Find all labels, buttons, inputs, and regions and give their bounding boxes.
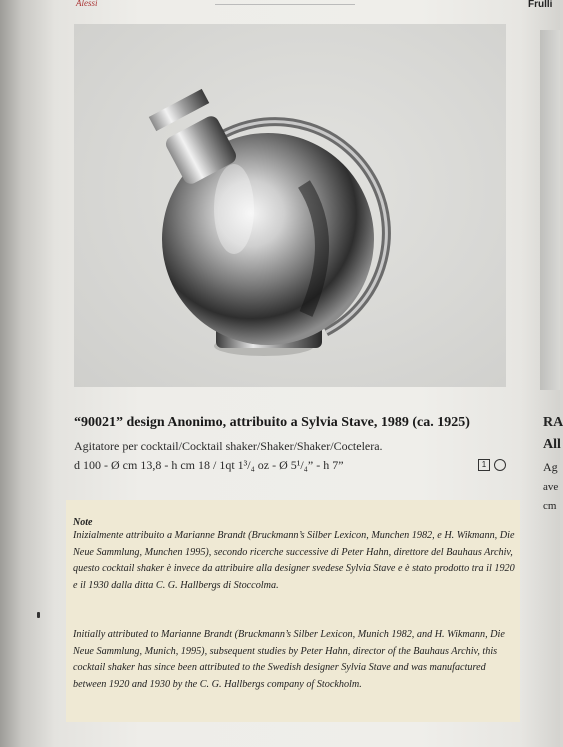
right-col-line: cm xyxy=(543,500,557,512)
cocktail-shaker-illustration xyxy=(74,24,506,387)
note-italian: Inizialmente attribuito a Marianne Brandt (Bruckmann’s Silber Lexicon, Munchen 1982, e H. Wikmann, Die Neue Sammlung, Munchen 1995), secondo ricerche successive di Peter Hahn, direttore del Bauhaus Archiv, questo cocktail shaker è invece da attribuire alla designer svedese Sylvia Stave e è stato prodotto tra il 1920 e il 1930 dalla ditta C. G. Hallbergs di Stoccolma. xyxy=(73,530,515,591)
note-block xyxy=(66,500,520,722)
adjacent-page-photo-edge xyxy=(540,30,560,390)
note-english: Initially attributed to Marianne Brandt (Bruckmann’s Silber Lexicon, Munich 1982, and H. Wikmann, Die Neue Sammlung, Munich, 1995), subsequent studies by Peter Hahn, director of the Bauhaus Archiv, this cocktail shaker has since been attributed to the Swedish designer Sylvia Stave and was manufactured between 1920 and 1930 by the C. G. Hallbergs company of Stockholm. xyxy=(73,629,505,690)
right-col-line: RA xyxy=(543,415,563,430)
note-label: Note xyxy=(73,517,93,528)
product-dimensions: d 100 - Ø cm 13,8 - h cm 18 / 1qt 1³/₄ oz - Ø 5¹/₄” - h 7” xyxy=(74,458,344,472)
right-col-line: All xyxy=(543,437,561,452)
numbered-box-icon: 1 xyxy=(478,459,490,471)
right-col-line: ave xyxy=(543,481,559,493)
page-mark xyxy=(37,612,40,618)
circle-icon xyxy=(494,459,506,471)
header-right: Frulli xyxy=(528,0,553,10)
product-photo xyxy=(74,24,506,387)
product-description: Agitatore per cocktail/Cocktail shaker/Shaker/Shaker/Coctelera. xyxy=(74,439,383,453)
care-symbols xyxy=(478,459,506,471)
header-left: Alessi xyxy=(76,0,98,8)
header-rule xyxy=(215,4,355,5)
product-title: “90021” design Anonimo, attribuito a Sylvia Stave, 1989 (ca. 1925) xyxy=(74,415,470,430)
right-col-line: Ag xyxy=(543,460,558,474)
